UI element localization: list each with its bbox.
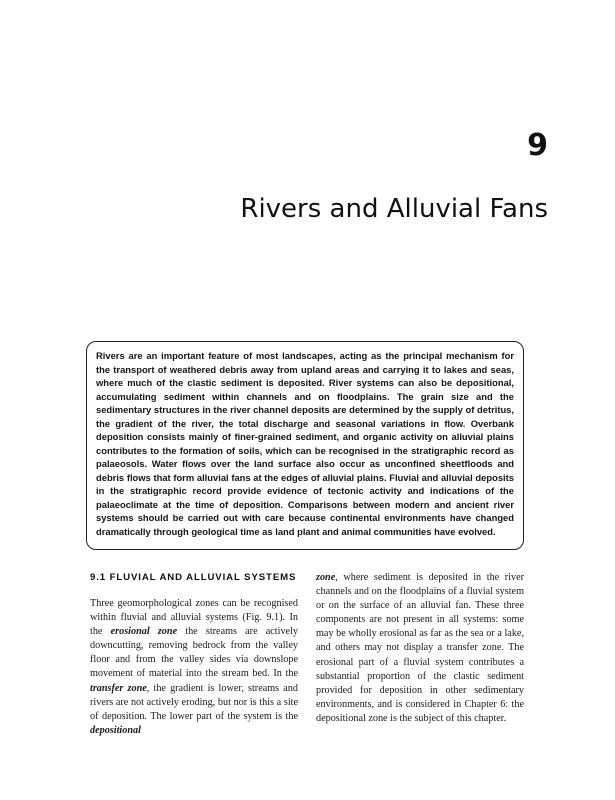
chapter-title: Rivers and Alluvial Fans xyxy=(240,194,548,224)
key-term-erosional-zone: erosional zone xyxy=(110,626,178,638)
body-column-left xyxy=(90,571,298,738)
chapter-abstract-text: Rivers are an important feature of most landscapes, acting as the principal mechanism for the transport of weathered debris away from upland areas and carrying it to lakes and seas, where much of the clastic sediment is deposited. River systems can also be depositional, accumulating sediment within channels and on floodplains. The grain size and the sedimentary structures in the river channel deposits are determined by the supply of detritus, the gradient of the river, the total discharge and seasonal variations in flow. Overbank deposition consists mainly of finer-grained sediment, and organic activity on alluvial plains contributes to the formation of soils, which can be recognised in the stratigraphic record as palaeosols. Water flows over the land surface also occur as unconfined sheetfloods and debris flows that form alluvial fans at the edges of alluvial plains. Fluvial and alluvial deposits in the stratigraphic record provide evidence of tectonic activity and indications of the palaeoclimate at the time of deposition. Comparisons between modern and ancient river systems should be carried out with care because continental environments have changed dramatically through geological time as land plant and animal communities have evolved. xyxy=(96,350,514,537)
body-text-segment: Three geomorphological zones can be recognised within fluvial and alluvial systems (Fig. 9.1). In the xyxy=(90,598,298,638)
key-term-depositional: depositional xyxy=(90,724,141,736)
body-column-right xyxy=(316,571,524,726)
chapter-number: 9 xyxy=(527,128,548,163)
section-heading: 9.1 FLUVIAL AND ALLUVIAL SYSTEMS xyxy=(90,572,297,583)
body-text-segment: the streams are actively downcutting, removing bedrock from the valley floor and from the valley sides via downslope movement of material into the stream bed. In the xyxy=(90,626,298,680)
chapter-abstract-box xyxy=(86,341,524,550)
body-paragraph-part1 xyxy=(90,597,298,738)
key-term-zone: zone xyxy=(316,572,336,583)
body-text-segment: , the gradient is lower, streams and rivers are not actively eroding, but nor is this a site of deposition. The lower part of the system is the xyxy=(90,682,298,722)
body-paragraph-part2 xyxy=(316,571,524,726)
key-term-transfer-zone: transfer zone xyxy=(90,682,147,694)
body-text-segment: , where sediment is deposited in the river channels and on the floodplains of a fluvial system or on the surface of an alluvial fan. These three components are not present in all systems: some may be wholly erosional as far as the sea or a lake, and others may not display a transfer zone. The erosional part of a fluvial system contributes a substantial proportion of the clastic sediment provided for deposition in other sedimentary environments, and is considered in Chapter 6: the depositional zone is the subject of this chapter. xyxy=(316,572,524,724)
